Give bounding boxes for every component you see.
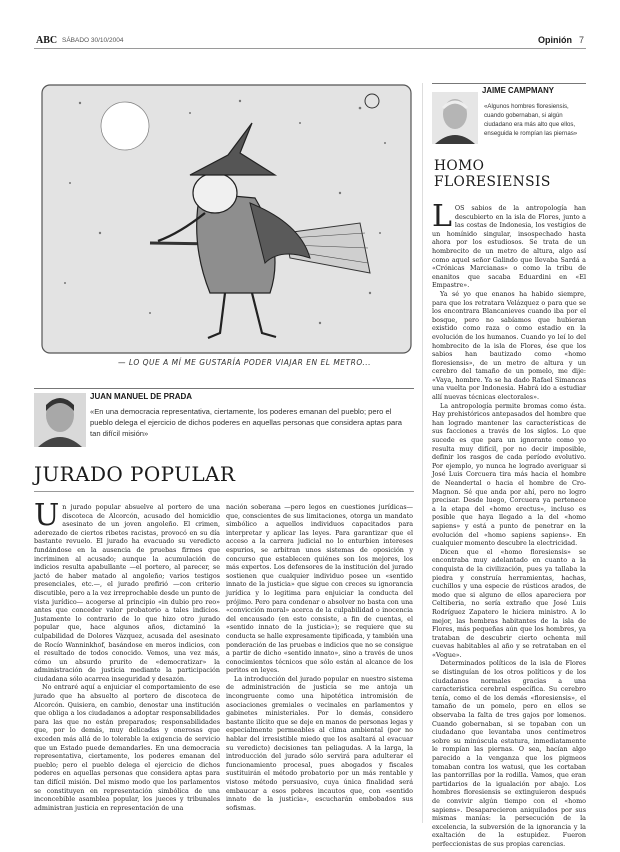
paragraph: La introducción del jurado popular en nuestro sistema de administración de justicia se me antoja un incongruente como una hipotética intromisión de asociaciones gremiales o vecinales en parlamentos y gabinetes ministeriales. Por lo demás, considero bastante ilícito que se deje en manos de personas legas y especialmente permeables al clima ambiental (por no hablar del irresistible miedo que los asaltará al evacuar su veredicto) decisiones tan peliagudas. A la larga, la introducción del jurado sólo servirá para adulterar el funcionamiento procesal, pues abogados y fiscales sustituirán el método probatorio por un más rentable y vistoso método persuasivo, cuya única finalidad será embaucar a esos pobres incautos que, con «sentido innato de la justicia», escucharán embobados sus sofismas. (226, 674, 413, 812)
drop-cap: L (432, 199, 452, 234)
article-title: JURADO POPULAR (34, 462, 236, 486)
author-quote: «Algunos hombres floresiensis, cuando gobernaban, si algún ciudadano era más alto que ellos, enseguida le rompían las piernas» (484, 103, 578, 137)
author-portrait (432, 92, 478, 144)
paragraph: No entraré aquí a enjuiciar el comportamiento de ese jurado que ha absuelto al portero de discoteca de Alcorcón. Quisiera, en cambio, denostar una institución que obliga a los ciudadanos a adoptar responsabilidades para las que no están preparados; responsabilidades que, por lo demás, muy delicadas y onerosas que exceden más allá de lo tolerable la exigencia de servicio que un Estado puede demandarles. En una democracia representativa, ciertamente, los poderes emanan del pueblo; pero el pueblo delega el ejercicio de dichos poderes en aquellas personas que considera aptas para tan difícil misión. Del mismo modo que los parlamentos se constituyen en representación simbólica de una inconcebible asamblea popular, los jueces y tribunales administran justicia en representación de una (34, 683, 220, 812)
author-quote: «En una democracia representativa, ciertamente, los poderes emanan del pueblo; pero el pueblo delega el ejercicio de dichos poderes en aquellas personas que considera aptas para tan difícil misión» (90, 407, 402, 438)
paragraph: Determinados políticos de la isla de Flores se distinguían de los otros políticos y de los ciudadanos normales gracias a una característica cerebral específica. Su cerebro tenía, como el de los demás «floresiensis», el tamaño de un pomelo, pero en ellos se observaba la falta de tres gajos por lomenos. Cuando gobernaban, si se topaban con un ciudadano que levantaba unos centímetros sobre su minúscula estatura, inmediatamente le rompían las piernas. O sea, hacían algo parecido a la venganza que los pigmeos tomaban contra los watusi, que les cortaban las pantorrillas por la rodilla. Vamos, que eran partidarios de la igualación por abajo. Los hombres floresiensis se extinguieron después de convivir algún tiempo con el «homo sapiens». Desaparecieron aniquilados por sus mismas manías: la persecución de la excelencia, la subversión de la ignorancia y la exaltación de la estupidez. Fueron perfeccionistas de sus propias carencias. (432, 659, 586, 848)
article-title (434, 158, 551, 190)
title-rule (34, 491, 414, 492)
page-number: 7 (578, 35, 584, 45)
editorial-cartoon (40, 83, 413, 378)
page-header (34, 36, 586, 49)
author-name: JUAN MANUEL DE PRADA (90, 392, 193, 401)
author-box-right (432, 83, 586, 144)
newspaper-logo: ABC (36, 35, 58, 46)
article-column (432, 199, 586, 848)
article-column (226, 503, 413, 821)
paragraph: La antropología permite bromas como ésta. Hay prehistóricos antepasados del hombre que han logrado mantener las características de sus facciones a través de los siglos. Lo que sucede es que para un ignorante como yo resulta muy difícil, por no decir imposible, definir los rasgos de cada período evolutivo. Por ejemplo, yo nunca he logrado averiguar si José Luis Corcuera tira más hacia el hombre de Neandertal o hacia el hombre de Cro-Magnon. Sé que anda por ahí, pero no logro precisar. Desde luego, Corcuera ya pertenece a la etapa del «homo erectus», incluso es posible que haya llegado a la del «homo sapiens» y está a punto de penetrar en la evolución del «homo sapiens sapiens». En cualquier momento descubre la electricidad. (432, 401, 586, 548)
title-line: FLORESIENSIS (434, 174, 551, 190)
issue-date: SÁBADO 30/10/2004 (62, 37, 124, 44)
paragraph: OS sabios de la antropología han descubierto en la isla de Flores, junto a las costas de Indonesia, los vestigios de un homínido singular, insospechado hasta ahora por los estudiosos. Se trata de un hombrecito de un metro de altura, algo así como aquel señor Galindo que llevaba Sardá a «Crónicas Marcianas» o como la tribu de enanitos que sacaba Eduardini en «El Empastre». (432, 204, 586, 290)
paragraph: Ya sé yo que enanos ha habido siempre, para que los retratara Velázquez o para que se los encontrara Blancanieves cuando iba por el bosque, pero no sabíamos que hubieran existido como raza o como estadio en la evolución de los humanos. Cuando yo leí lo del hombrecito de la isla de Flores, ése que los sabios han bautizado como «homo floresiensis», de un metro de altura y un cerebro del tamaño de un pomelo, me dije: «Vaya, hombre. Ya se ha dado Rafael Simancas una vuelta por Indonesia. Habrá ido a estudiar allí nuevas técnicas electorales». (432, 289, 586, 402)
paragraph: nación soberana —pero legos en cuestiones jurídicas— que, conscientes de sus limitaciones, otorga un mandato simbólico a aquellos individuos capacitados para interpretar y aplicar las leyes. Para garantizar que el acceso a la carrera judicial no lo enturbien intereses espurios, se arbitran unos sistemas de oposición y concurso que establecen quiénes son los mejores, los más expertos. Los defensores de la institución del jurado sostienen que cualquier individuo posee un «sentido innato de la justicia» que sigue con creces su ignorancia jurídica y lo legitima para enjuiciar la conducta del prójimo. Pero para condenar o absolver no basta con una «convicción moral» acerca de la culpabilidad o inocencia del encausado (en esto consiste, a fin de cuentas, el «sentido innato de la justicia»); se requiere que su conducta se halle expresamente tipificada, y también una ponderación de las pruebas e indicios que no se consigue a partir de dicho «sentido innato», sino a través de unos conocimientos técnicos que sólo están al alcance de los peritos en leyes. (226, 503, 413, 675)
title-line: HOMO (434, 158, 485, 174)
author-name: JAIME CAMPMANY (482, 86, 554, 95)
paragraph: n jurado popular absuelve al portero de una discoteca de Alcorcón, acusado del homicidio asesinato de un joven angoleño. El crimen, aderezado de ciertos ribetes racistas, provocó en su día bastante revuelo. El jurado ha evacuado su veredicto fundándose en la ausencia de pruebas firmes que incriminen al acusado; aunque la acumulación de indicios resulta apabullante —el portero, al parecer, se jactó de haber matado al angoleño; varios testigos presenciales, etc.—, el jurado prefirió —con criterio discutible, pero a la vez irreprochable desde un punto de vista jurídico— acogerse al principio «in dubio pro reo» antes que conceder valor probatorio a tales indicios. Justamente lo contrario de lo que hizo otro jurado popular que, hace algunos años, dictaminó la culpabilidad de Dolores Vázquez, acusada del asesinato de Rocío Wanninkhof, basándose en meros indicios, con el resultado de todos conocido. Vemos, una vez más, cómo un absurdo prurito de «democratizar» la administración de justicia mediante la participación ciudadana sólo acarrea inseguridad y desazón. (34, 503, 220, 683)
column-divider (422, 83, 423, 823)
cartoon-caption: — LO QUE A MÍ ME GUSTARÍA PODER VIAJAR EN EL METRO... (118, 358, 372, 367)
paragraph: Dicen que el «homo floresiensis» se encontraba muy adelantado en cuanto a la conquista de la civilización, pues ya tallaba la piedra y construía herramientas, hachas, cuchillos y una especie de rústicos arados, de modo que si alguno de ellos apareciera por Celtiberia, no sería extraño que José Luis Rodríguez Zapatero le hiciera ministro. A lo mejor, las hembras habitantes de la isla de Flores, más pequeñas aún que los hombres, ya trataban de descubrir cierto ochenta mil cuevas habitables al año y se retrataban en el «Vogue». (432, 547, 586, 659)
section-name: Opinión (538, 35, 572, 45)
cartoon-illustration (40, 83, 413, 378)
drop-cap: U (34, 498, 60, 533)
article-column (34, 498, 220, 821)
author-box-left (34, 388, 414, 447)
author-portrait (34, 393, 86, 447)
